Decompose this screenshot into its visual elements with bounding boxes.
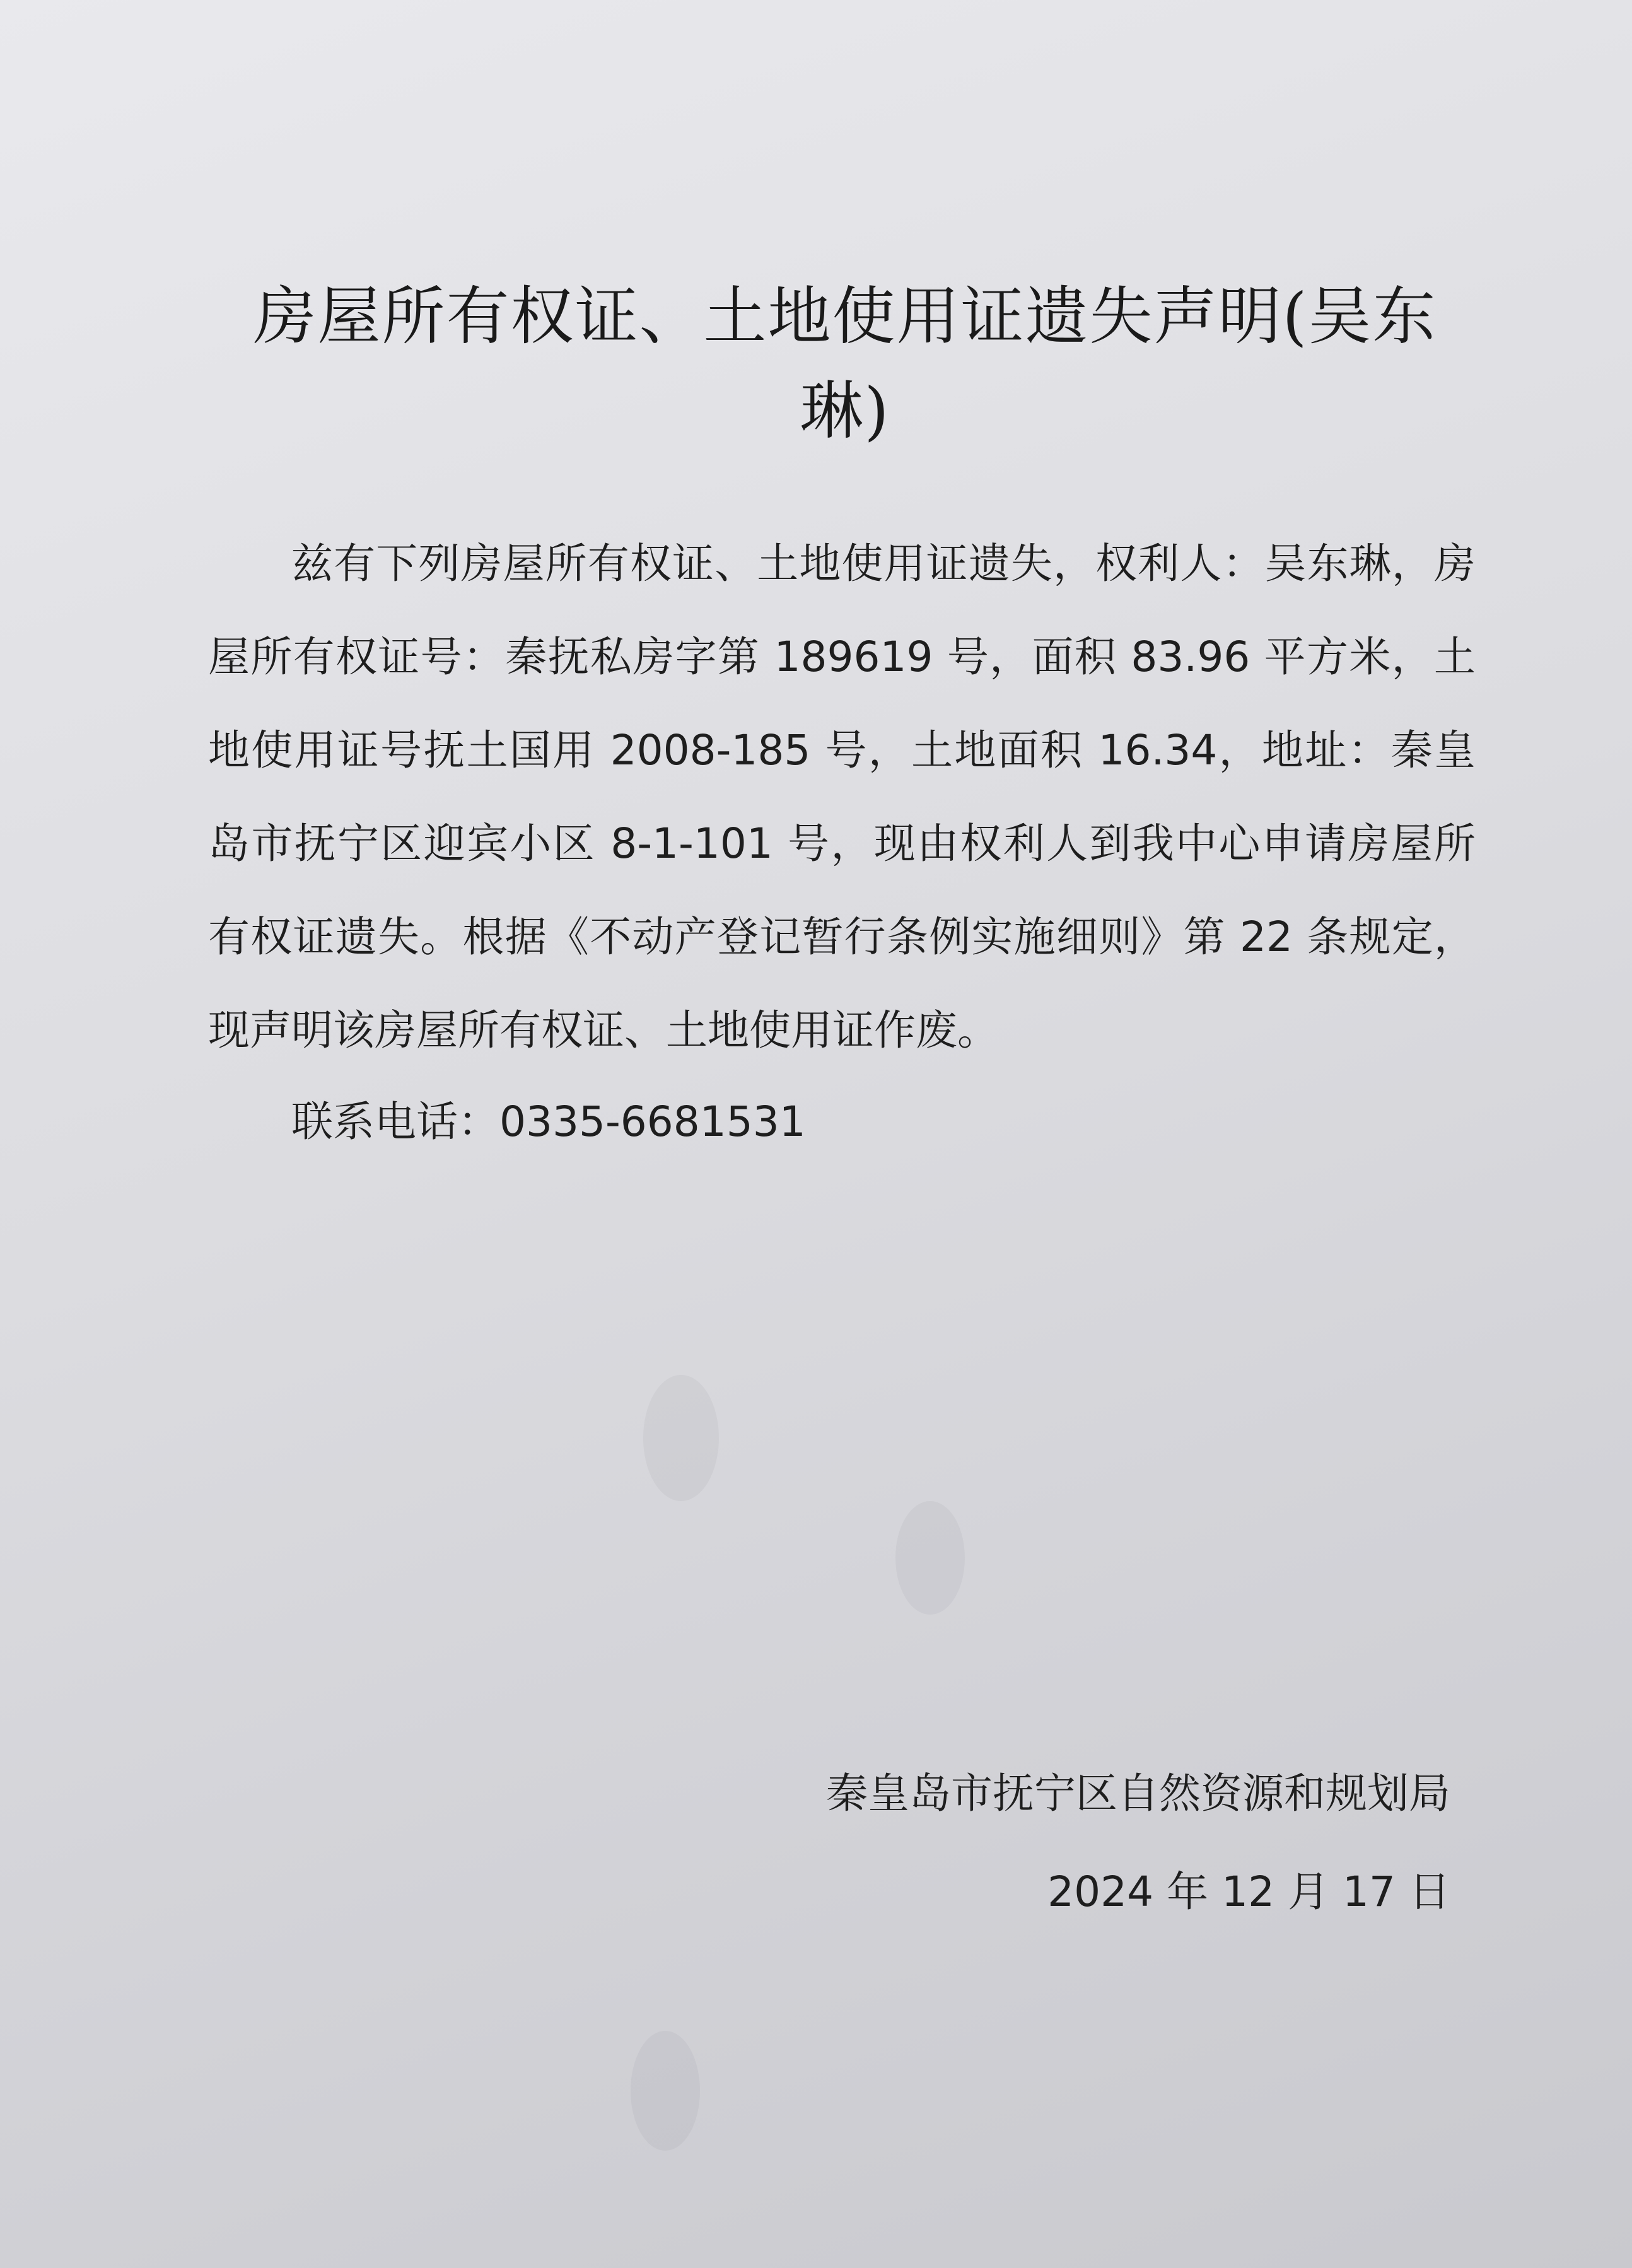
notice-title: 房屋所有权证、土地使用证遗失声明(吴东琳) [253, 279, 1437, 448]
notice-body: 兹有下列房屋所有权证、土地使用证遗失，权利人：吴东琳，房屋所有权证号：秦抚私房字第 189619 号，面积 83.96 平方米，土地使用证号抚土国用 2008-185 号，土地面积 16.34，地址：秦皇岛市抚宁区迎宾小区 8-1-101 号，现由权利人到我中心申请房屋所有权证遗失。根据《不动产登记暂行条例实施细则》第 22 条规定，现声明该房屋所有权证、土地使用证作废。 [208, 539, 1476, 1055]
paper-smudge [895, 1501, 965, 1615]
issue-date: 2024 年 12 月 17 日 [1047, 1868, 1450, 1916]
paper-smudge [631, 2031, 700, 2151]
signature-block [826, 1747, 1450, 1939]
phone-number: 0335-6681531 [499, 1097, 806, 1146]
phone-label: 联系电话： [291, 1097, 499, 1146]
contact-phone [291, 1075, 806, 1169]
paper-smudge [643, 1375, 719, 1501]
issuer-name: 秦皇岛市抚宁区自然资源和规划局 [826, 1769, 1450, 1818]
